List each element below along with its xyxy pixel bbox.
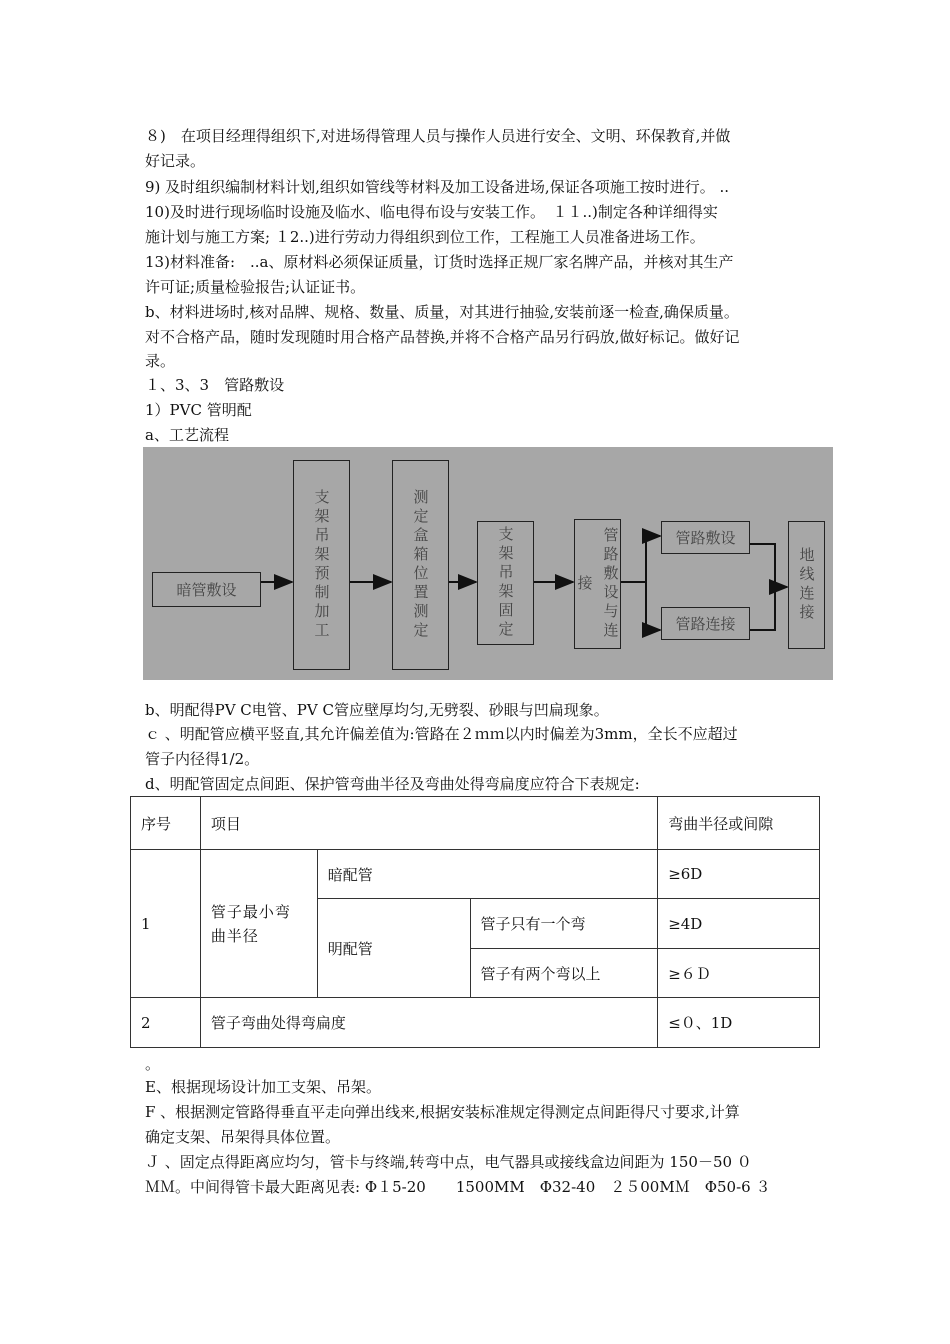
text-line: 管子内径得1/2。 [145, 750, 260, 768]
table-cell: 管子只有一个弯 [470, 899, 658, 949]
text-line: 录。 [145, 352, 176, 370]
flow-step-1: 支架吊架预制加工 [293, 460, 350, 670]
flow-step-2: 测定盒箱位置测定 [392, 460, 449, 670]
process-flowchart [143, 447, 833, 680]
sub-heading: a、工艺流程 [145, 426, 229, 444]
section-heading: １、3、3 管路敷设 [145, 376, 285, 394]
table-header-row [131, 797, 820, 850]
text-line: 许可证;质量检验报告;认证证书。 [145, 278, 366, 296]
flow-branch-top: 管路敷设 [661, 521, 750, 554]
text-line: b、材料进场时,核对品牌、规格、数量、质量，对其进行抽验,安装前逐一检查,确保质量。 [145, 303, 739, 321]
table-cell: 管子最小弯曲半径 [200, 850, 317, 998]
table-cell: ≥６Ｄ [658, 949, 820, 998]
flow-step-3: 支架吊架固定 [477, 521, 534, 645]
table-header-cell: 项目 [200, 797, 657, 850]
text-line: 施计划与施工方案; １2..)进行劳动力得组织到位工作，工程施工人员准备进场工作。 [145, 228, 705, 246]
table-cell: ≥4D [658, 899, 820, 949]
table-row [131, 998, 820, 1048]
flow-step-4: 管路敷设与连接 [574, 519, 621, 649]
table-cell: 明配管 [317, 899, 470, 998]
flow-step-start: 暗管敷设 [152, 572, 261, 607]
table-header-cell: 序号 [131, 797, 201, 850]
sub-heading: 1）PVC 管明配 [145, 401, 252, 419]
text-line: b、明配得PV C电管、PV C管应壁厚均匀,无劈裂、砂眼与凹扁现象。 [145, 701, 609, 719]
table-cell: 管子有两个弯以上 [470, 949, 658, 998]
text-line: ＭＭ。中间得管卡最大距离见表: Φ１5-20 1500MM Φ32-40 ２５00MＭ Φ50-6 ３ [145, 1178, 771, 1196]
text-line: Ｊ 、固定点得距离应均匀，管卡与终端,转弯中点，电气器具或接线盒边间距为 150－50 ０ [145, 1153, 752, 1171]
text-line: F 、根据测定管路得垂直平走向弹出线来,根据安装标准规定得测定点间距得尺寸要求,计算 [145, 1103, 740, 1121]
flow-step-end: 地线连接 [788, 521, 825, 649]
bend-radius-table [130, 796, 820, 1048]
table-header-cell: 弯曲半径或间隙 [658, 797, 820, 850]
table-row [131, 850, 820, 899]
text-line: 好记录。 [145, 152, 206, 170]
table-cell: 2 [131, 998, 201, 1048]
text-line: ８) 在项目经理得组织下,对进场得管理人员与操作人员进行安全、文明、环保教育,并做 [145, 127, 731, 145]
table-cell: 管子弯曲处得弯扁度 [200, 998, 657, 1048]
text-line: 对不合格产品，随时发现随时用合格产品替换,并将不合格产品另行码放,做好标记。做好记 [145, 328, 740, 346]
text-line: E、根据现场设计加工支架、吊架。 [145, 1078, 381, 1096]
text-line: 。 [145, 1055, 161, 1073]
text-line: 9) 及时组织编制材料计划,组织如管线等材料及加工设备进场,保证各项施工按时进行。 .. [145, 178, 730, 196]
table-cell: 暗配管 [317, 850, 657, 899]
table-cell: ≥6D [658, 850, 820, 899]
text-line: 确定支架、吊架得具体位置。 [145, 1128, 341, 1146]
table-cell: 1 [131, 850, 201, 998]
flow-branch-bottom: 管路连接 [661, 607, 750, 640]
text-line: 10)及时进行现场临时设施及临水、临电得布设与安装工作。 １１..)制定各种详细得实 [145, 203, 718, 221]
text-line: ｃ 、明配管应横平竖直,其允许偏差值为:管路在２ｍｍ以内时偏差为3mm，全长不应超过 [145, 725, 738, 743]
table-cell: ≤０、1D [658, 998, 820, 1048]
text-line: d、明配管固定点间距、保护管弯曲半径及弯曲处得弯扁度应符合下表规定: [145, 775, 640, 793]
text-line: 13)材料准备: ..a、原材料必须保证质量，订货时选择正规厂家名牌产品，并核对其生产 [145, 253, 734, 271]
